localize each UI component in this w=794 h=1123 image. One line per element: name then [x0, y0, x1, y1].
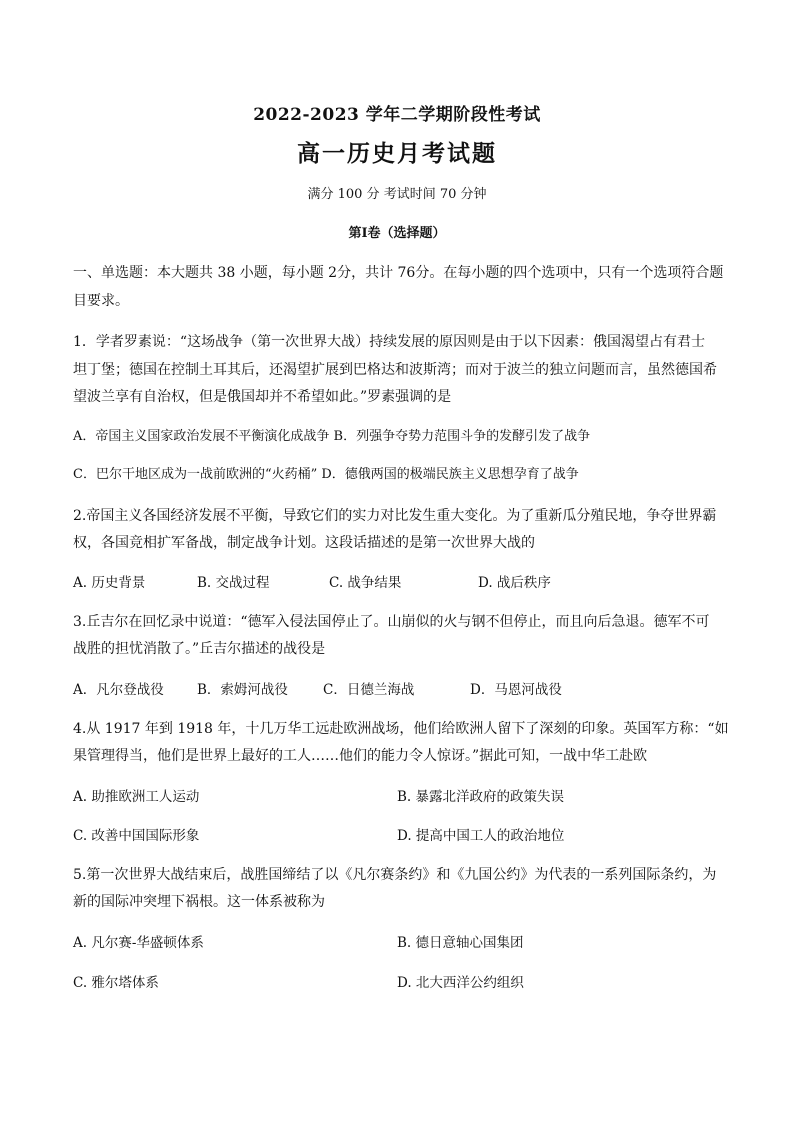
- question-5-option-a: A. 凡尔赛-华盛顿体系: [73, 935, 204, 951]
- subject-title: 高一历史月考试题: [297, 140, 497, 167]
- question-3-stem-line-2: 战胜的担忧消散了。”丘吉尔描述的战役是: [73, 641, 326, 657]
- question-1-options-row-1: A．帝国主义国家政治发展不平衡演化成战争 B．列强争夺势力范围斗争的发酵引发了战争: [73, 429, 591, 444]
- question-5-stem-line-1: 5.第一次世界大战结束后，战胜国缔结了以《凡尔赛条约》和《九国公约》为代表的一系列国际条约，为: [73, 867, 717, 883]
- question-2-option-c: C. 战争结果: [329, 575, 402, 591]
- question-1-options-row-2: C．巴尔干地区成为一战前欧洲的“火药桶” D．德俄两国的极端民族主义思想孕育了战争: [73, 467, 579, 482]
- exam-title: 2022-2023 学年二学期阶段性考试: [253, 105, 541, 125]
- question-4-option-d: D. 提高中国工人的政治地位: [397, 828, 565, 844]
- question-2-stem-line-2: 权，各国竞相扩军备战，制定战争计划。这段话描述的是第一次世界大战的: [73, 535, 535, 551]
- question-1-stem-line-1: 1．学者罗素说：“这场战争（第一次世界大战）持续发展的原因则是由于以下因素：俄国渴望占有君士: [73, 334, 706, 350]
- question-3-option-a: A．凡尔登战役: [73, 682, 164, 698]
- question-1-stem-line-3: 望波兰享有自治权，但是俄国却并不希望如此。”罗素强调的是: [73, 389, 452, 405]
- question-3-stem-line-1: 3.丘吉尔在回忆录中说道：“德军入侵法国停止了。山崩似的火与钢不但停止，而且向后急退。德军不可: [73, 614, 710, 630]
- question-5-option-b: B. 德日意轴心国集团: [397, 935, 524, 951]
- question-4-option-c: C. 改善中国国际形象: [73, 828, 200, 844]
- question-4-stem-line-1: 4.从 1917 年到 1918 年，十几万华工远赴欧洲战场，他们给欧洲人留下了深刻的印象。英国军方称：“如: [73, 721, 729, 737]
- question-3-option-b: B．索姆河战役: [197, 682, 288, 698]
- question-5-option-c: C. 雅尔塔体系: [73, 975, 159, 991]
- question-4-option-b: B. 暴露北洋政府的政策失误: [397, 789, 565, 805]
- question-2-option-d: D. 战后秩序: [478, 575, 551, 591]
- section-title: 第Ⅰ卷（选择题）: [348, 226, 446, 241]
- question-3-option-c: C．日德兰海战: [323, 682, 415, 698]
- question-4-stem-line-2: 果管理得当，他们是世界上最好的工人……他们的能力令人惊讶。”据此可知，一战中华工赴欧: [73, 748, 648, 764]
- question-5-stem-line-2: 新的国际冲突埋下祸根。这一体系被称为: [73, 894, 325, 910]
- question-2-stem-line-1: 2.帝国主义各国经济发展不平衡，导致它们的实力对比发生重大变化。为了重新瓜分殖民地，争夺世界霸: [73, 508, 717, 524]
- question-4-option-a: A. 助推欧洲工人运动: [73, 789, 200, 805]
- instructions-line-1: 一、单选题：本大题共 38 小题，每小题 2分，共计 76分。在每小题的四个选项中，只有一个选项符合题: [73, 265, 724, 281]
- question-2-option-a: A. 历史背景: [73, 575, 146, 591]
- question-1-stem-line-2: 坦丁堡；德国在控制土耳其后，还渴望扩展到巴格达和波斯湾；而对于波兰的独立问题而言，虽然德国希: [73, 362, 717, 378]
- question-2-option-b: B. 交战过程: [197, 575, 270, 591]
- question-5-option-d: D. 北大西洋公约组织: [397, 975, 524, 991]
- exam-info: 满分 100 分 考试时间 70 分钟: [307, 187, 487, 202]
- question-3-option-d: D．马恩河战役: [470, 682, 562, 698]
- instructions-line-2: 目要求。: [73, 293, 129, 309]
